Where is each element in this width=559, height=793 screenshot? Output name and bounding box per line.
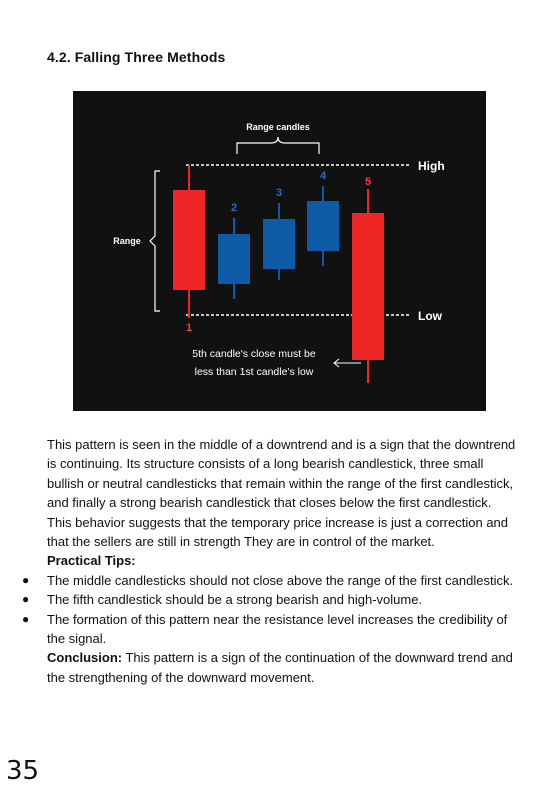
candle-4-number: 4 [319,170,327,182]
candle-3-number: 3 [275,187,283,199]
tips-list [22,571,517,649]
tip-item [22,571,517,590]
tip-text: The middle candlesticks should not close above the range of the first candlestick. [47,572,514,588]
bullet-icon: ● [22,572,30,587]
description-paragraph: This pattern is seen in the middle of a downtrend and is a sign that the downtrend is continuing. Its structure consists of a long bearish candlestick, three small bullish or neutral candlesticks that remain within the range of the first candlestick, and finally a strong bearish candlestick that closes below the first candlestick. This behavior suggests that the temporary price increase is just a correction and that the sellers are still in strength They are in control of the market. [47,437,516,550]
tip-text: The fifth candlestick should be a strong bearish and high-volume. [47,592,423,608]
bullet-icon: ● [22,611,30,626]
falling-three-methods-figure [73,91,486,411]
candle-2-body [218,234,250,284]
candle-1-body [173,190,205,290]
conclusion-text: This pattern is a sign of the continuation of the downward trend and the strengthening of the downward movement. [47,650,513,685]
range-label: Range [113,236,141,246]
candle-2-number: 2 [230,202,238,214]
candle-5-number: 5 [364,176,372,188]
high-label: High [418,159,445,173]
tip-item [22,610,517,649]
conclusion-label: Conclusion: [47,650,123,666]
candle-4-body [307,201,339,251]
candle-3-body [263,219,295,269]
bullet-icon: ● [22,592,30,607]
page-number: 35 [6,756,40,786]
note-line-1: 5th candle's close must be [192,348,316,360]
range-candles-label: Range candles [246,122,310,132]
range-bracket [150,171,160,311]
candle-5-body [352,213,384,360]
conclusion-paragraph [47,648,517,687]
candle-1-number: 1 [185,322,193,334]
tip-item [22,590,517,609]
low-label: Low [418,309,442,323]
section-heading: 4.2. Falling Three Methods [47,49,226,65]
tip-text: The formation of this pattern near the resistance level increases the credibility of the signal. [47,611,508,647]
candlestick-diagram [73,91,486,411]
note-line-2: less than 1st candle's low [194,366,314,378]
practical-tips-title: Practical Tips: [47,553,136,569]
body-text [22,435,517,687]
range-candles-brace [237,137,319,154]
